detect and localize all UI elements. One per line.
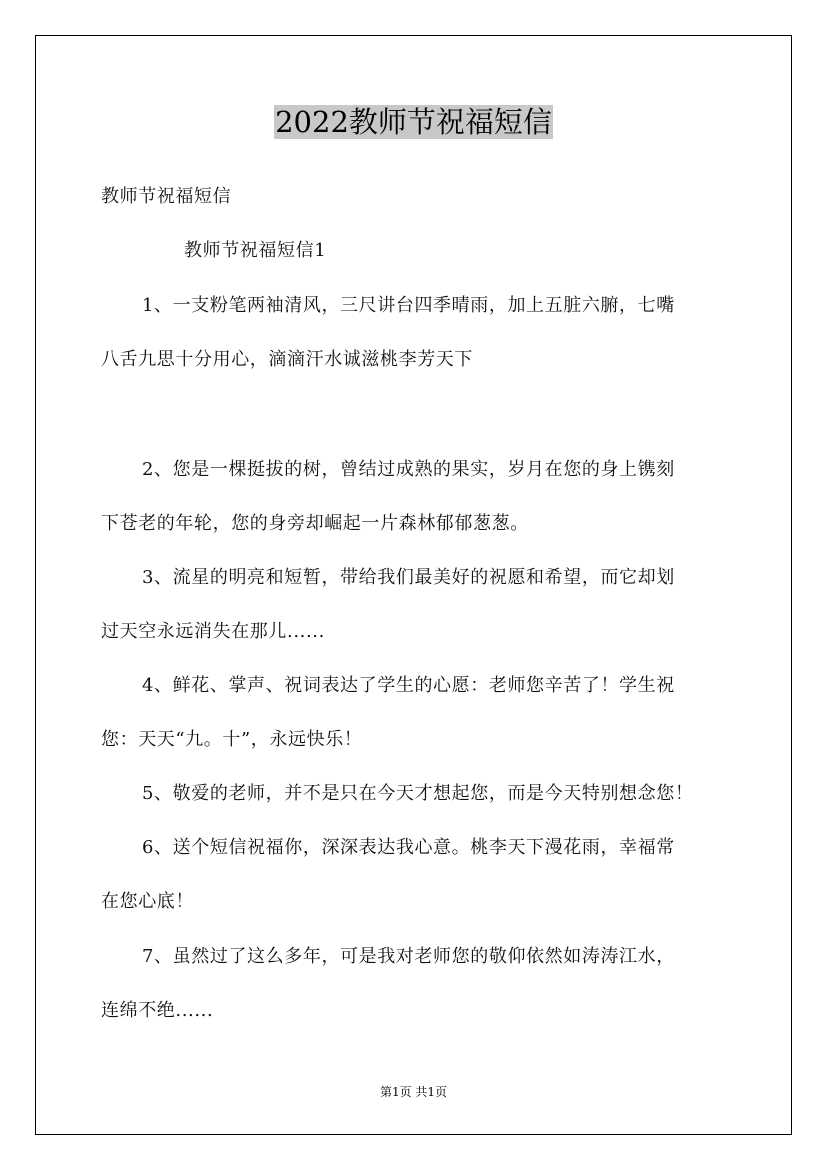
paragraph-line: 3、流星的明亮和短暂，带给我们最美好的祝愿和希望，而它却划 [142,567,675,588]
paragraph-line: 6、送个短信祝福你，深深表达我心意。桃李天下漫花雨，幸福常 [142,837,675,858]
paragraph-line: 下苍老的年轮，您的身旁却崛起一片森林郁郁葱葱。 [101,513,529,534]
paragraph-line: 2、您是一棵挺拔的树，曾结过成熟的果实，岁月在您的身上镌刻 [142,459,675,480]
paragraph-line: 1、一支粉笔两袖清风，三尺讲台四季晴雨，加上五脏六腑，七嘴 [142,295,675,316]
paragraph-line: 八舌九思十分用心，滴滴汗水诚滋桃李芳天下 [101,349,473,370]
paragraph-line: 过天空永远消失在那儿...... [101,621,325,642]
paragraph-line: 在您心底！ [101,891,194,912]
paragraph-line: 4、鲜花、掌声、祝词表达了学生的心愿：老师您辛苦了！学生祝 [142,675,675,696]
paragraph-line: 您：天天“九。十”，永远快乐！ [101,729,363,750]
paragraph-line: 7、虽然过了这么多年，可是我对老师您的敬仰依然如涛涛江水， [142,946,675,967]
section-heading: 教师节祝福短信1 [184,240,327,261]
paragraph-line: 5、敬爱的老师，并不是只在今天才想起您，而是今天特别想念您！ [142,783,694,804]
page-footer: 第1页 共1页 [379,1085,448,1099]
paragraph-line: 连绵不绝...... [101,1000,214,1021]
subtitle: 教师节祝福短信 [101,186,232,207]
document-title: 2022教师节祝福短信 [275,105,552,139]
